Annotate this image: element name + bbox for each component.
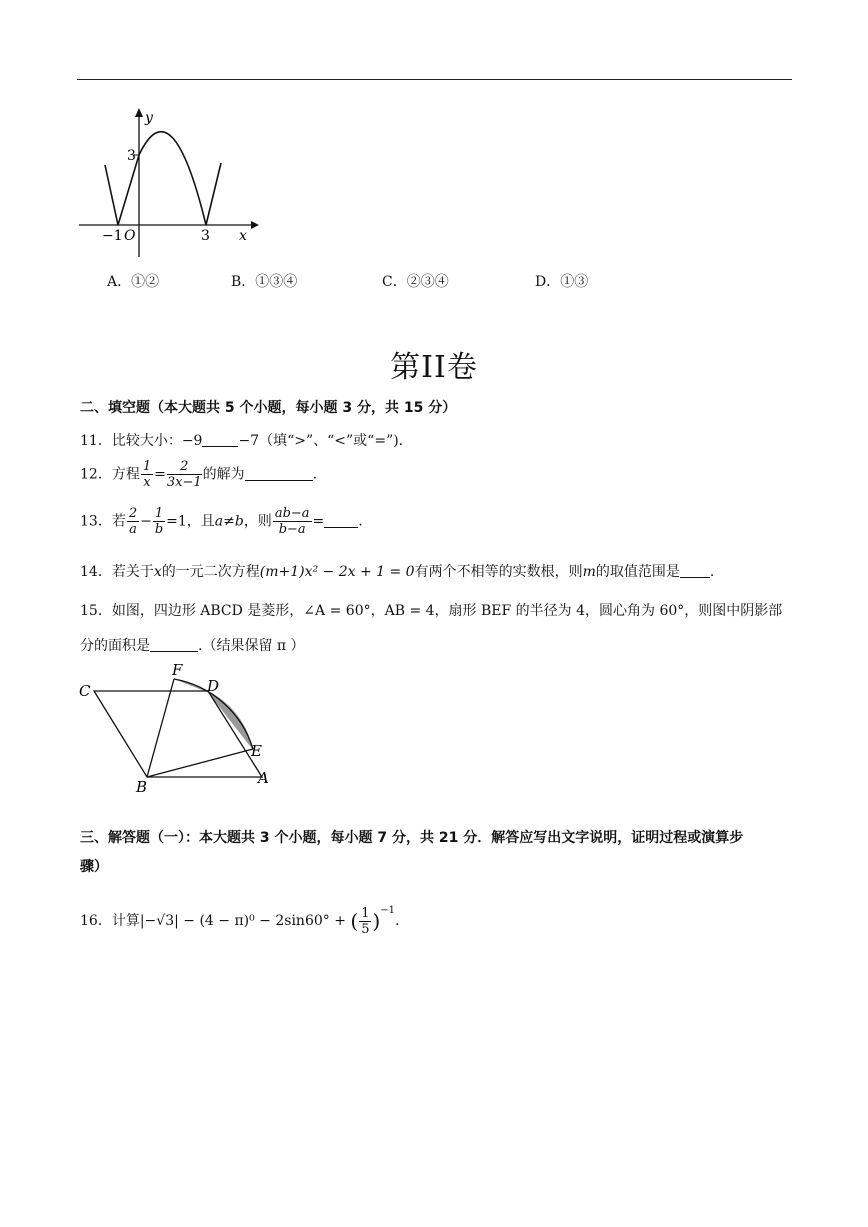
q14-equation: (m+1)x² − 2x + 1 = 0 <box>259 564 415 580</box>
rhombus-abcd <box>94 691 262 777</box>
label-c: C <box>79 682 91 700</box>
y-label: y <box>145 110 153 126</box>
q13-f3-num: ab−a <box>274 506 310 521</box>
q14-var-m: m <box>582 564 596 580</box>
question-13 <box>80 506 363 537</box>
q13-eq: = <box>312 513 325 530</box>
part-title: 第II卷 <box>390 350 478 385</box>
q14-text-c: 有两个不相等的实数根，则 <box>414 564 583 580</box>
q14-text-d: 的取值范围是 <box>595 564 680 580</box>
question-14 <box>80 561 714 581</box>
x-label: x <box>239 228 247 244</box>
q16-fraction <box>359 906 371 937</box>
q13-end: . <box>358 513 363 530</box>
q13-mid: =1，且 <box>166 513 215 530</box>
option-b: B．①③④ <box>231 274 298 290</box>
q11-blank <box>202 432 238 447</box>
top-rule <box>77 79 792 80</box>
question-12 <box>80 459 317 490</box>
tick-label-x3: 3 <box>201 228 210 244</box>
rhombus-figure <box>75 660 275 795</box>
section-3-heading-line2: 骤） <box>80 859 108 875</box>
tick-label-neg1: −1 <box>102 228 123 244</box>
q12-fraction-2 <box>167 459 202 490</box>
section-3-heading-line1: 三、解答题（一）：本大题共 3 个小题，每小题 7 分，共 21 分．解答应写出文字说明，证明过程或演算步 <box>80 830 744 846</box>
q15-line2-a: 分的面积是 <box>80 638 150 654</box>
question-15-line2 <box>80 635 305 655</box>
q12-prefix: 12．方程 <box>80 466 140 483</box>
q14-text-a: 14．若关于 <box>80 564 154 580</box>
option-d: D．①③ <box>535 274 589 290</box>
segment-be <box>147 749 253 777</box>
q12-suffix: 的解为 <box>202 466 245 483</box>
q16-paren-close: ) <box>372 909 381 933</box>
origin-label: O <box>124 228 136 244</box>
q13-blank <box>324 513 358 528</box>
function-graph <box>75 105 260 260</box>
q14-end: . <box>709 564 715 580</box>
q16-end: . <box>395 913 400 929</box>
q16-exponent: −1 <box>380 905 396 916</box>
q15-line2-b: .（结果保留 π ） <box>198 638 305 654</box>
question-16 <box>80 905 400 937</box>
segment-bf <box>147 679 174 777</box>
q14-var-x: x <box>153 564 162 580</box>
q16-f-den: 5 <box>361 921 370 937</box>
question-15-line1: 15．如图，四边形 ABCD 是菱形，∠A = 60°，AB = 4，扇形 BEF 的半径为 4，圆心角为 60°，则图中阴影部 <box>80 603 783 619</box>
q13-fraction-1 <box>127 506 139 537</box>
q13-cond: a≠b <box>214 513 244 530</box>
q11-text-a: 11．比较大小：−9 <box>80 433 203 449</box>
q13-f2-num: 1 <box>154 506 164 521</box>
q12-eq: = <box>154 466 166 483</box>
label-f: F <box>172 661 183 679</box>
q13-f3-den: b−a <box>278 522 306 537</box>
shaded-region-top <box>172 679 208 692</box>
q13-minus: − <box>140 513 152 530</box>
q13-prefix: 13．若 <box>80 513 126 530</box>
option-c: C．②③④ <box>382 274 449 290</box>
q13-f1-num: 2 <box>128 506 138 521</box>
q15-blank <box>150 637 198 652</box>
q12-end: . <box>312 466 318 483</box>
q12-f2-den: 3x−1 <box>166 475 202 490</box>
q12-f1-den: x <box>143 475 151 490</box>
section-2-heading: 二、填空题（本大题共 5 个小题，每小题 3 分，共 15 分） <box>80 400 457 416</box>
q16-prefix: 16．计算 <box>80 913 140 929</box>
q12-fraction-1 <box>141 459 153 490</box>
q16-f-num: 1 <box>361 905 370 921</box>
label-b: B <box>136 778 148 795</box>
label-d: D <box>207 677 220 695</box>
q13-f1-den: a <box>129 522 137 537</box>
q13-fraction-3 <box>273 506 312 537</box>
tick-label-y3: 3 <box>127 148 136 164</box>
label-a: A <box>258 769 269 787</box>
q13-fraction-2 <box>153 506 165 537</box>
q14-blank <box>680 563 710 578</box>
q11-text-b: −7（填“>”、“<”或“=”). <box>238 433 404 449</box>
y-axis-arrow <box>135 108 143 117</box>
curve <box>105 132 221 225</box>
q12-f1-num: 1 <box>142 459 152 474</box>
q13-f2-den: b <box>154 522 164 537</box>
q16-paren-open: ( <box>350 909 359 933</box>
q12-blank <box>245 466 313 481</box>
q14-text-b: 的一元二次方程 <box>161 564 260 580</box>
q13-then: ，则 <box>243 513 272 530</box>
q16-expr: |−√3| − (4 − π)⁰ − 2sin60° + <box>139 913 351 929</box>
q12-f2-num: 2 <box>167 459 202 475</box>
option-a: A．①② <box>107 274 160 290</box>
label-e: E <box>251 742 262 760</box>
question-11 <box>80 430 403 450</box>
x-axis-arrow <box>251 221 259 229</box>
